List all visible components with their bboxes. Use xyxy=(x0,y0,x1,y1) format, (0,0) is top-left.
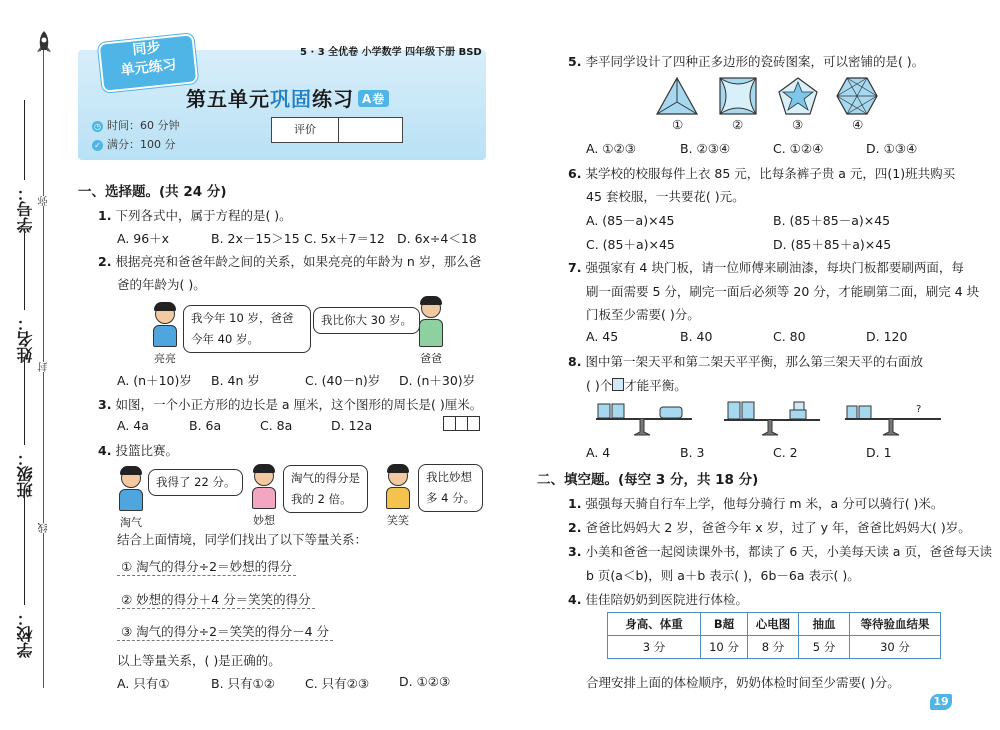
school-field[interactable] xyxy=(24,490,25,605)
kid-head-icon xyxy=(155,304,175,324)
q4-eq1 xyxy=(117,557,296,576)
q3-num: 3. xyxy=(98,397,112,412)
q7-option-b[interactable]: B. 40 xyxy=(680,329,713,344)
score-info xyxy=(92,136,176,152)
three-squares-figure xyxy=(443,416,479,434)
page-title xyxy=(186,83,389,112)
kid-head-icon xyxy=(254,466,274,486)
q5-option-a[interactable]: A. ①②③ xyxy=(586,141,636,156)
q4-eq3 xyxy=(117,622,333,641)
q2-num: 2. xyxy=(98,254,112,269)
kid-liangliang xyxy=(150,304,180,366)
q4-intro: 结合上面情境，同学们找出了以下等量关系： xyxy=(117,532,368,547)
q4-conclusion: 以上等量关系，( )是正确的。 xyxy=(117,653,281,668)
q2-option-c[interactable]: C. (40－n)岁 xyxy=(305,373,381,388)
q2-text1: 根据亮亮和爸爸年龄之间的关系，如果亮亮的年龄为 n 岁，那么爸 xyxy=(115,254,482,269)
kid-body-icon xyxy=(153,325,177,347)
q3-stem xyxy=(98,395,482,413)
kid-body-icon xyxy=(252,487,276,509)
bubble2-line2: 我的 2 倍。 xyxy=(291,492,352,506)
name-label: 姓名： xyxy=(16,315,35,363)
s2-q4-text: 佳佳陪奶奶到医院进行体检。 xyxy=(585,592,748,607)
q7-text1: 强强家有 4 块门板，请一位师傅来刷油漆，每块门板都要刷两面，每 xyxy=(585,260,964,275)
table-header-row xyxy=(608,613,941,636)
tile-pattern-3 xyxy=(777,76,819,119)
q4-option-d[interactable]: D. ①②③ xyxy=(399,674,451,689)
kid-miaoxiang xyxy=(249,466,279,528)
bubble3-line1: 我比妙想 xyxy=(426,470,472,484)
q3-option-c[interactable]: C. 8a xyxy=(260,418,293,433)
dad-head-icon xyxy=(421,298,441,318)
clock-icon: ◷ xyxy=(92,121,103,132)
q6-num: 6. xyxy=(568,166,582,181)
q4-stem xyxy=(98,441,178,459)
class-field[interactable] xyxy=(24,360,25,445)
q1-option-c[interactable]: C. 5x＋7＝12 xyxy=(304,231,385,246)
tile-label-4: ④ xyxy=(852,117,864,132)
title-post: 练习 xyxy=(312,87,354,111)
q1-text: 下列各式中，属于方程的是( )。 xyxy=(115,208,292,223)
title-emph: 巩固 xyxy=(270,87,312,111)
q4-kid3-name: 笑笑 xyxy=(387,514,409,527)
tile-label-3: ③ xyxy=(792,117,804,132)
q6-option-c[interactable]: C. (85＋a)×45 xyxy=(586,237,675,252)
q8-option-d[interactable]: D. 1 xyxy=(866,445,892,460)
kid-taoqi xyxy=(116,468,146,530)
bubble1-line2: 今年 40 岁。 xyxy=(191,332,259,346)
student-id-label: 学号： xyxy=(16,185,35,233)
s2-q3-line2: b 页(a＜b)，则 a＋b 表示( )，6b－6a 表示( )。 xyxy=(586,568,860,583)
table-cell: 10 分 xyxy=(701,636,748,659)
s2-q1 xyxy=(568,494,943,512)
table-cell: 30 分 xyxy=(850,636,941,659)
q1-num: 1. xyxy=(98,208,112,223)
q2-option-d[interactable]: D. (n＋30)岁 xyxy=(399,373,476,388)
s2-q4-num: 4. xyxy=(568,592,582,607)
check-icon: ✓ xyxy=(92,140,103,151)
cube-icon xyxy=(612,378,624,391)
kid-body-icon xyxy=(386,487,410,509)
dad-body-icon xyxy=(419,319,443,347)
q5-text: 李平同学设计了四种正多边形的瓷砖图案，可以密铺的是( )。 xyxy=(585,54,925,69)
school-label: 学校： xyxy=(16,610,35,658)
q2-option-a[interactable]: A. (n＋10)岁 xyxy=(117,373,192,388)
eq3-text: ③ 淘气的得分÷2＝笑笑的得分－4 分 xyxy=(117,622,333,641)
q6-text1: 某学校的校服每件上衣 85 元，比每条裤子贵 a 元，四(1)班共购买 xyxy=(585,166,956,181)
q5-num: 5. xyxy=(568,54,582,69)
s2-q1-num: 1. xyxy=(568,496,582,511)
q1-option-a[interactable]: A. 96＋x xyxy=(117,231,170,246)
q5-option-b[interactable]: B. ②③④ xyxy=(680,141,731,156)
q8-option-b[interactable]: B. 3 xyxy=(680,445,705,460)
s2-q3-line1 xyxy=(568,542,992,560)
q6-stem-line2: 45 套校服，一共要花( )元。 xyxy=(586,189,745,204)
title-tag: A卷 xyxy=(358,90,389,107)
q4-num: 4. xyxy=(98,443,112,458)
s2-q4 xyxy=(568,590,748,608)
table-row xyxy=(608,636,941,659)
title-pre: 第五单元 xyxy=(186,87,270,111)
s2-q3-text1: 小美和爸爸一起阅读课外书，都读了 6 天，小美每天读 a 页，爸爸每天读 xyxy=(585,544,992,559)
table-header-cell: 身高、体重 xyxy=(608,613,701,636)
q7-option-d[interactable]: D. 120 xyxy=(866,329,908,344)
rocket-icon xyxy=(34,30,54,59)
kid2-name: 爸爸 xyxy=(420,352,442,365)
kid-head-icon xyxy=(121,468,141,488)
q7-stem-line2: 刷一面需要 5 分，刷完一面后必须等 20 分，才能刷第二面，刷完 4 块 xyxy=(586,284,980,299)
section1-heading: 一、选择题。(共 24 分) xyxy=(78,184,227,200)
q4-option-b[interactable]: B. 只有①② xyxy=(211,676,275,691)
q6-option-b[interactable]: B. (85＋85－a)×45 xyxy=(773,213,891,228)
q1-stem xyxy=(98,206,292,224)
cut-mark: 弥 xyxy=(39,196,50,206)
q2-stem-line1 xyxy=(98,252,481,270)
q7-option-a[interactable]: A. 45 xyxy=(586,329,619,344)
q7-num: 7. xyxy=(568,260,582,275)
q7-stem-line1 xyxy=(568,258,964,276)
kid-dad xyxy=(414,298,448,366)
table-header-cell: B超 xyxy=(701,613,748,636)
q3-text: 如图，一个小正方形的边长是 a 厘米，这个图形的周长是( )厘米。 xyxy=(115,397,483,412)
evaluation-label: 评价 xyxy=(272,118,339,142)
q3-option-d[interactable]: D. 12a xyxy=(331,418,373,433)
q8-text2: ( )个 xyxy=(586,378,613,393)
q3-option-a[interactable]: A. 4a xyxy=(117,418,149,433)
q4-kid1-name: 淘气 xyxy=(120,516,142,529)
evaluation-box[interactable] xyxy=(271,117,403,143)
tile-pattern-4 xyxy=(835,76,879,119)
q6-option-a[interactable]: A. (85－a)×45 xyxy=(586,213,675,228)
q1-option-b[interactable]: B. 2x－15＞15 xyxy=(211,231,300,246)
q8-option-c[interactable]: C. 2 xyxy=(773,445,798,460)
s2-q2 xyxy=(568,518,971,536)
bubble1-line1: 我今年 10 岁，爸爸 xyxy=(191,311,294,325)
q8-stem-line1 xyxy=(568,352,923,370)
bubble2-line1: 淘气的得分是 xyxy=(291,471,360,485)
s2-q3-num: 3. xyxy=(568,544,582,559)
time-info xyxy=(92,117,180,133)
q3-option-b[interactable]: B. 6a xyxy=(189,418,222,433)
table-cell: 3 分 xyxy=(608,636,701,659)
kid1-name: 亮亮 xyxy=(154,352,176,365)
q5-option-c[interactable]: C. ①②④ xyxy=(773,141,824,156)
kid-body-icon xyxy=(119,489,143,511)
speech-bubble-dad: 我比你大 30 岁。 xyxy=(313,307,420,334)
q2-stem-line2: 爸的年龄为( )。 xyxy=(117,277,206,292)
q4-eq2 xyxy=(117,590,315,609)
q4-option-a[interactable]: A. 只有① xyxy=(117,676,170,691)
section2-heading: 二、填空题。(每空 3 分，共 18 分) xyxy=(537,472,759,488)
cut-mark: 封 xyxy=(39,362,50,372)
q6-option-d[interactable]: D. (85＋85＋a)×45 xyxy=(773,237,892,252)
q8-num: 8. xyxy=(568,354,582,369)
balance-1 xyxy=(594,402,694,441)
s2-q4-tail: 合理安排上面的体检顺序，奶奶体检时间至少需要( )分。 xyxy=(586,675,900,690)
page-number: 19 xyxy=(930,694,952,710)
tile-pattern-1 xyxy=(655,76,699,119)
student-id-field[interactable] xyxy=(24,100,25,180)
s2-q2-num: 2. xyxy=(568,520,582,535)
balance-3 xyxy=(843,402,943,441)
q8-text1: 图中第一架天平和第二架天平平衡，那么第三架天平的右面放 xyxy=(585,354,923,369)
bubble3-line2: 多 4 分。 xyxy=(426,491,476,505)
score-text: 满分：100 分 xyxy=(107,138,176,151)
q4-option-c[interactable]: C. 只有②③ xyxy=(305,676,370,691)
kid-xiaoxiao xyxy=(383,466,413,528)
speech-bubble-liangliang xyxy=(183,305,311,353)
speech-bubble-xiaoxiao xyxy=(418,464,483,512)
s2-q2-text: 爸爸比妈妈大 2 岁，爸爸今年 x 岁，过了 y 年，爸爸比妈妈大( )岁。 xyxy=(585,520,971,535)
q1-option-d[interactable]: D. 6x÷4＜18 xyxy=(397,231,477,246)
table-header-cell: 抽血 xyxy=(799,613,850,636)
s2-q1-text: 强强每天骑自行车上学，他每分骑行 m 米，a 分可以骑行( )米。 xyxy=(585,496,944,511)
name-field[interactable] xyxy=(24,230,25,310)
tile-label-1: ① xyxy=(672,117,684,132)
q5-stem xyxy=(568,52,924,70)
cut-mark: 线 xyxy=(39,523,50,533)
q7-option-c[interactable]: C. 80 xyxy=(773,329,806,344)
tile-pattern-2 xyxy=(718,76,758,119)
balance-question-mark: ? xyxy=(916,404,922,415)
speech-bubble-miaoxiang xyxy=(283,465,368,513)
q6-stem-line1 xyxy=(568,164,955,182)
kid-head-icon xyxy=(388,466,408,486)
speech-bubble-taoqi: 我得了 22 分。 xyxy=(148,469,243,496)
table-header-cell: 心电图 xyxy=(748,613,799,636)
q8-stem-line2 xyxy=(586,376,687,394)
tile-label-2: ② xyxy=(732,117,744,132)
time-text: 时间：60 分钟 xyxy=(107,119,180,132)
table-cell: 8 分 xyxy=(748,636,799,659)
q2-option-b[interactable]: B. 4n 岁 xyxy=(211,373,260,388)
q4-kid2-name: 妙想 xyxy=(253,514,275,527)
q4-text: 投篮比赛。 xyxy=(115,443,178,458)
table-header-cell: 等待验血结果 xyxy=(850,613,941,636)
exam-schedule-table xyxy=(607,612,941,659)
q5-option-d[interactable]: D. ①③④ xyxy=(866,141,918,156)
q8-option-a[interactable]: A. 4 xyxy=(586,445,611,460)
table-cell: 5 分 xyxy=(799,636,850,659)
sync-badge xyxy=(98,33,199,93)
eq1-text: ① 淘气的得分÷2＝妙想的得分 xyxy=(117,557,296,576)
q8-text2b: 才能平衡。 xyxy=(624,378,687,393)
badge-line1: 同步 xyxy=(131,39,162,59)
book-meta: 5 · 3 全优卷 小学数学 四年级下册 BSD xyxy=(300,47,482,58)
badge-line2: 单元练习 xyxy=(119,57,178,79)
q7-stem-line3: 门板至少需要( )分。 xyxy=(586,307,700,322)
class-label: 班级： xyxy=(16,450,35,498)
eq2-text: ② 妙想的得分＋4 分＝笑笑的得分 xyxy=(117,590,315,609)
balance-2 xyxy=(722,400,822,441)
